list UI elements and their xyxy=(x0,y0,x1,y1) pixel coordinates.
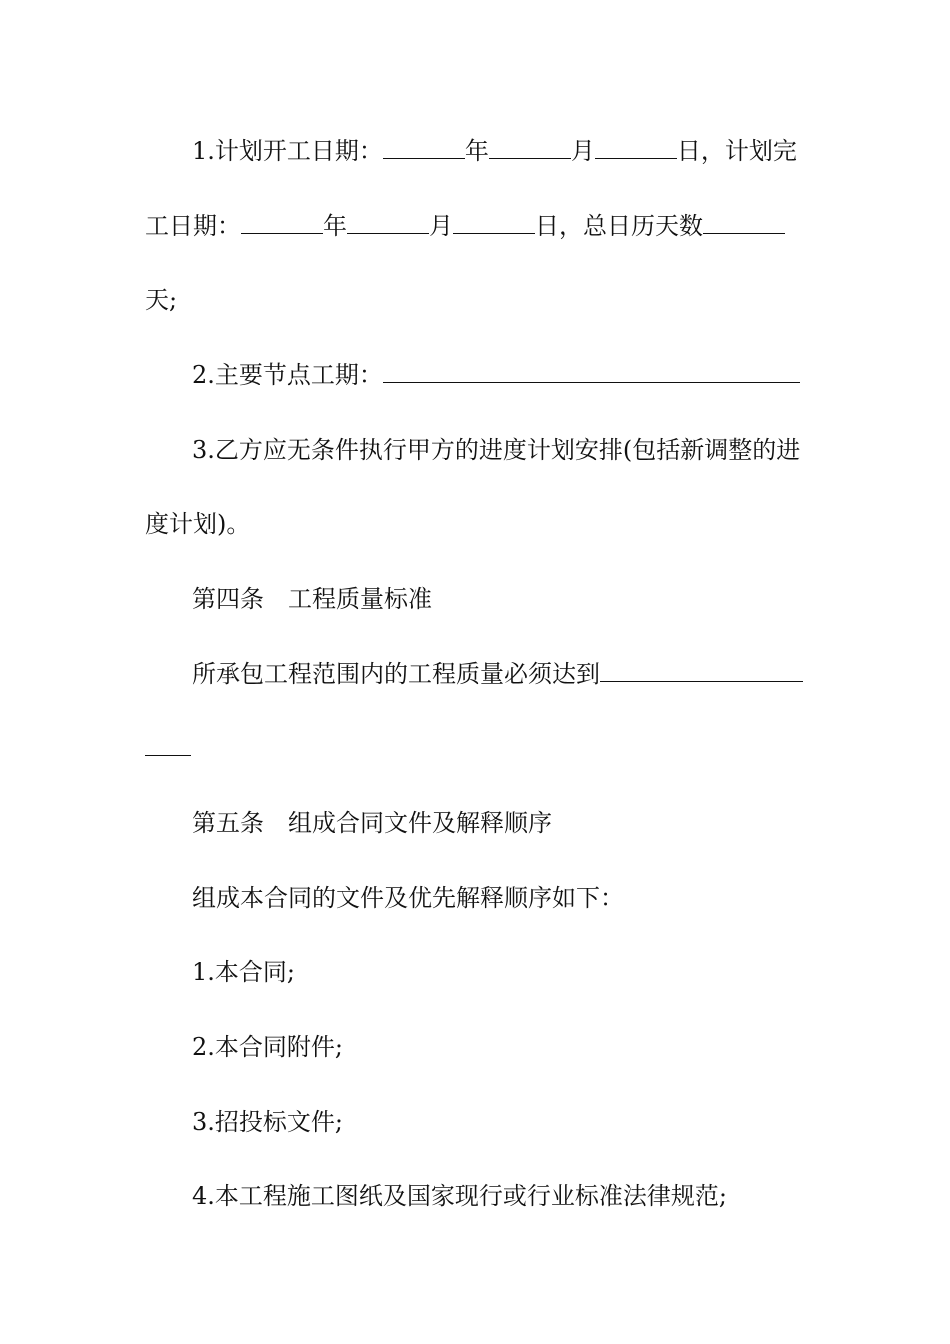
article-5-number: 第五条 xyxy=(192,809,264,837)
progress-line-2: 度计划)。 xyxy=(145,510,251,538)
start-day-blank xyxy=(595,136,677,159)
document-order-intro: 组成本合同的文件及优先解释顺序如下： xyxy=(192,884,624,912)
end-month-blank xyxy=(347,211,429,234)
milestone-line xyxy=(192,360,810,390)
planned-end-label-start: 日，计划完 xyxy=(676,137,797,165)
year-unit: 年 xyxy=(464,137,489,165)
end-year-blank xyxy=(241,211,323,234)
quality-standard-blank xyxy=(600,659,803,682)
total-days-blank xyxy=(703,211,785,234)
article-5-title: 组成合同文件及解释顺序 xyxy=(288,809,552,837)
start-month-blank xyxy=(489,136,571,159)
article-4-title: 工程质量标准 xyxy=(288,585,432,613)
year-unit: 年 xyxy=(323,212,347,240)
days-unit-line: 天; xyxy=(145,286,178,314)
quality-standard-text: 所承包工程范围内的工程质量必须达到 xyxy=(192,660,600,688)
quality-standard-blank-tail xyxy=(145,733,191,756)
quality-standard-line xyxy=(192,659,810,689)
milestone-label: 2.主要节点工期： xyxy=(192,361,383,389)
article-4-number: 第四条 xyxy=(192,585,264,613)
planned-start-line xyxy=(192,136,810,166)
start-year-blank xyxy=(383,136,465,159)
article-5-heading xyxy=(192,808,810,838)
contract-document-item: 3.招投标文件; xyxy=(192,1108,343,1136)
end-day-blank xyxy=(453,211,535,234)
progress-line-1: 3.乙方应无条件执行甲方的进度计划安排(包括新调整的进 xyxy=(192,436,801,464)
planned-start-label: 1.计划开工日期： xyxy=(192,137,383,165)
contract-document-item: 1.本合同; xyxy=(192,958,295,986)
month-unit: 月 xyxy=(429,212,453,240)
month-unit: 月 xyxy=(570,137,595,165)
milestone-blank xyxy=(383,360,800,383)
article-4-heading xyxy=(192,584,810,614)
total-days-label: 日，总日历天数 xyxy=(535,212,703,240)
planned-end-label: 工日期： xyxy=(145,212,241,240)
quality-standard-continuation xyxy=(145,733,810,763)
contract-document-item: 2.本合同附件; xyxy=(192,1033,343,1061)
contract-document-item: 4.本工程施工图纸及国家现行或行业标准法律规范; xyxy=(192,1182,727,1210)
planned-end-line xyxy=(145,211,810,241)
